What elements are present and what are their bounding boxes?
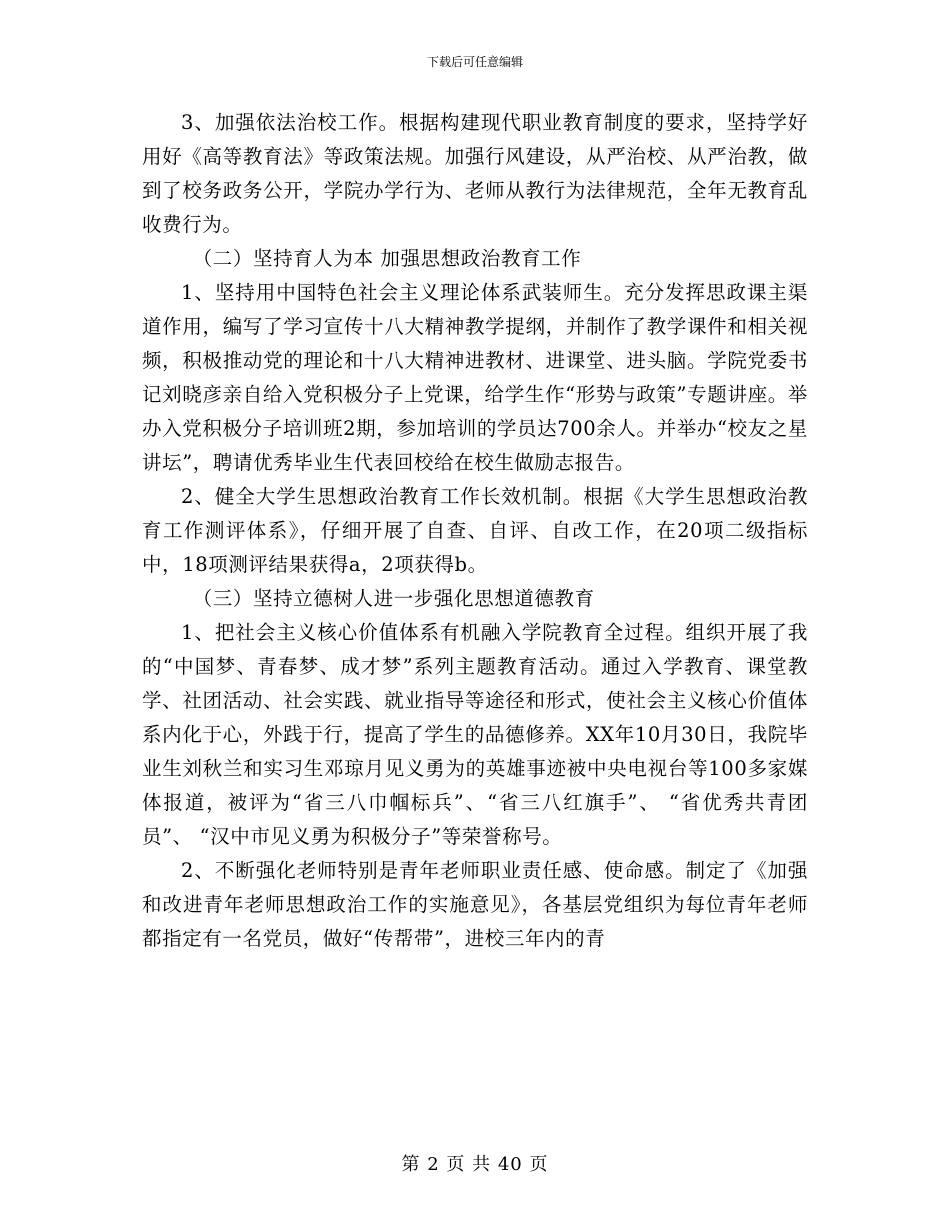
page-header-note: 下载后可任意编辑	[426, 55, 523, 69]
paragraph-core-values: 1、把社会主义核心价值体系有机融入学院教育全过程。组织开展了我的“中国梦、青春梦、成才梦”系列主题教育活动。通过入学教育、课堂教学、社团活动、社会实践、就业指导等途径和形式，使社会主义核心价值体系内化于心，外践于行，提高了学生的品德修养。XX年10月30日，我院毕业生刘秋兰和实习生邓琼月见义勇为的英雄事迹被中央电视台等100多家媒体报道，被评为“省三八巾帼标兵”、“省三八红旗手”、 “省优秀共青团员”、 “汉中市见义勇为积极分子”等荣誉称号。	[142, 621, 809, 848]
section-heading-moral-education: （三）坚持立德树人进一步强化思想道德教育	[192, 587, 595, 610]
paragraph-young-teachers: 2、不断强化老师特别是青年老师职业责任感、使命感。制定了《加强和改进青年老师思想政治工作的实施意见》，各基层党组织为每位青年老师都指定有一名党员，做好“传帮带”，进校三年内的青	[142, 859, 808, 950]
section-heading-ideological-education: （二）坚持育人为本 加强思想政治教育工作	[192, 247, 582, 270]
paragraph-theory-system: 1、坚持用中国特色社会主义理论体系武装师生。充分发挥思政课主渠道作用，编写了学习宣传十八大精神教学提纲，并制作了教学课件和相关视频，积极推动党的理论和十八大精神进教材、进课堂、进头脑。学院党委书记刘晓彦亲自给入党积极分子上党课，给学生作“形势与政策”专题讲座。举办入党积极分子培训班2期，参加培训的学员达700余人。并举办“校友之星讲坛”，聘请优秀毕业生代表回校给在校生做励志报告。	[142, 281, 808, 474]
paragraph-long-term-mechanism: 2、健全大学生思想政治教育工作长效机制。根据《大学生思想政治教育工作测评体系》，仔细开展了自查、自评、自改工作，在20项二级指标中，18项测评结果获得a，2项获得b。	[142, 485, 808, 576]
page-number-footer: 第 2 页 共 40 页	[401, 1154, 549, 1175]
paragraph-rule-of-law: 3、加强依法治校工作。根据构建现代职业教育制度的要求，坚持学好用好《高等教育法》等政策法规。加强行风建设，从严治校、从严治教，做到了校务政务公开，学院办学行为、老师从教行为法律规范，全年无教育乱收费行为。	[142, 111, 808, 236]
document-body	[142, 106, 808, 956]
